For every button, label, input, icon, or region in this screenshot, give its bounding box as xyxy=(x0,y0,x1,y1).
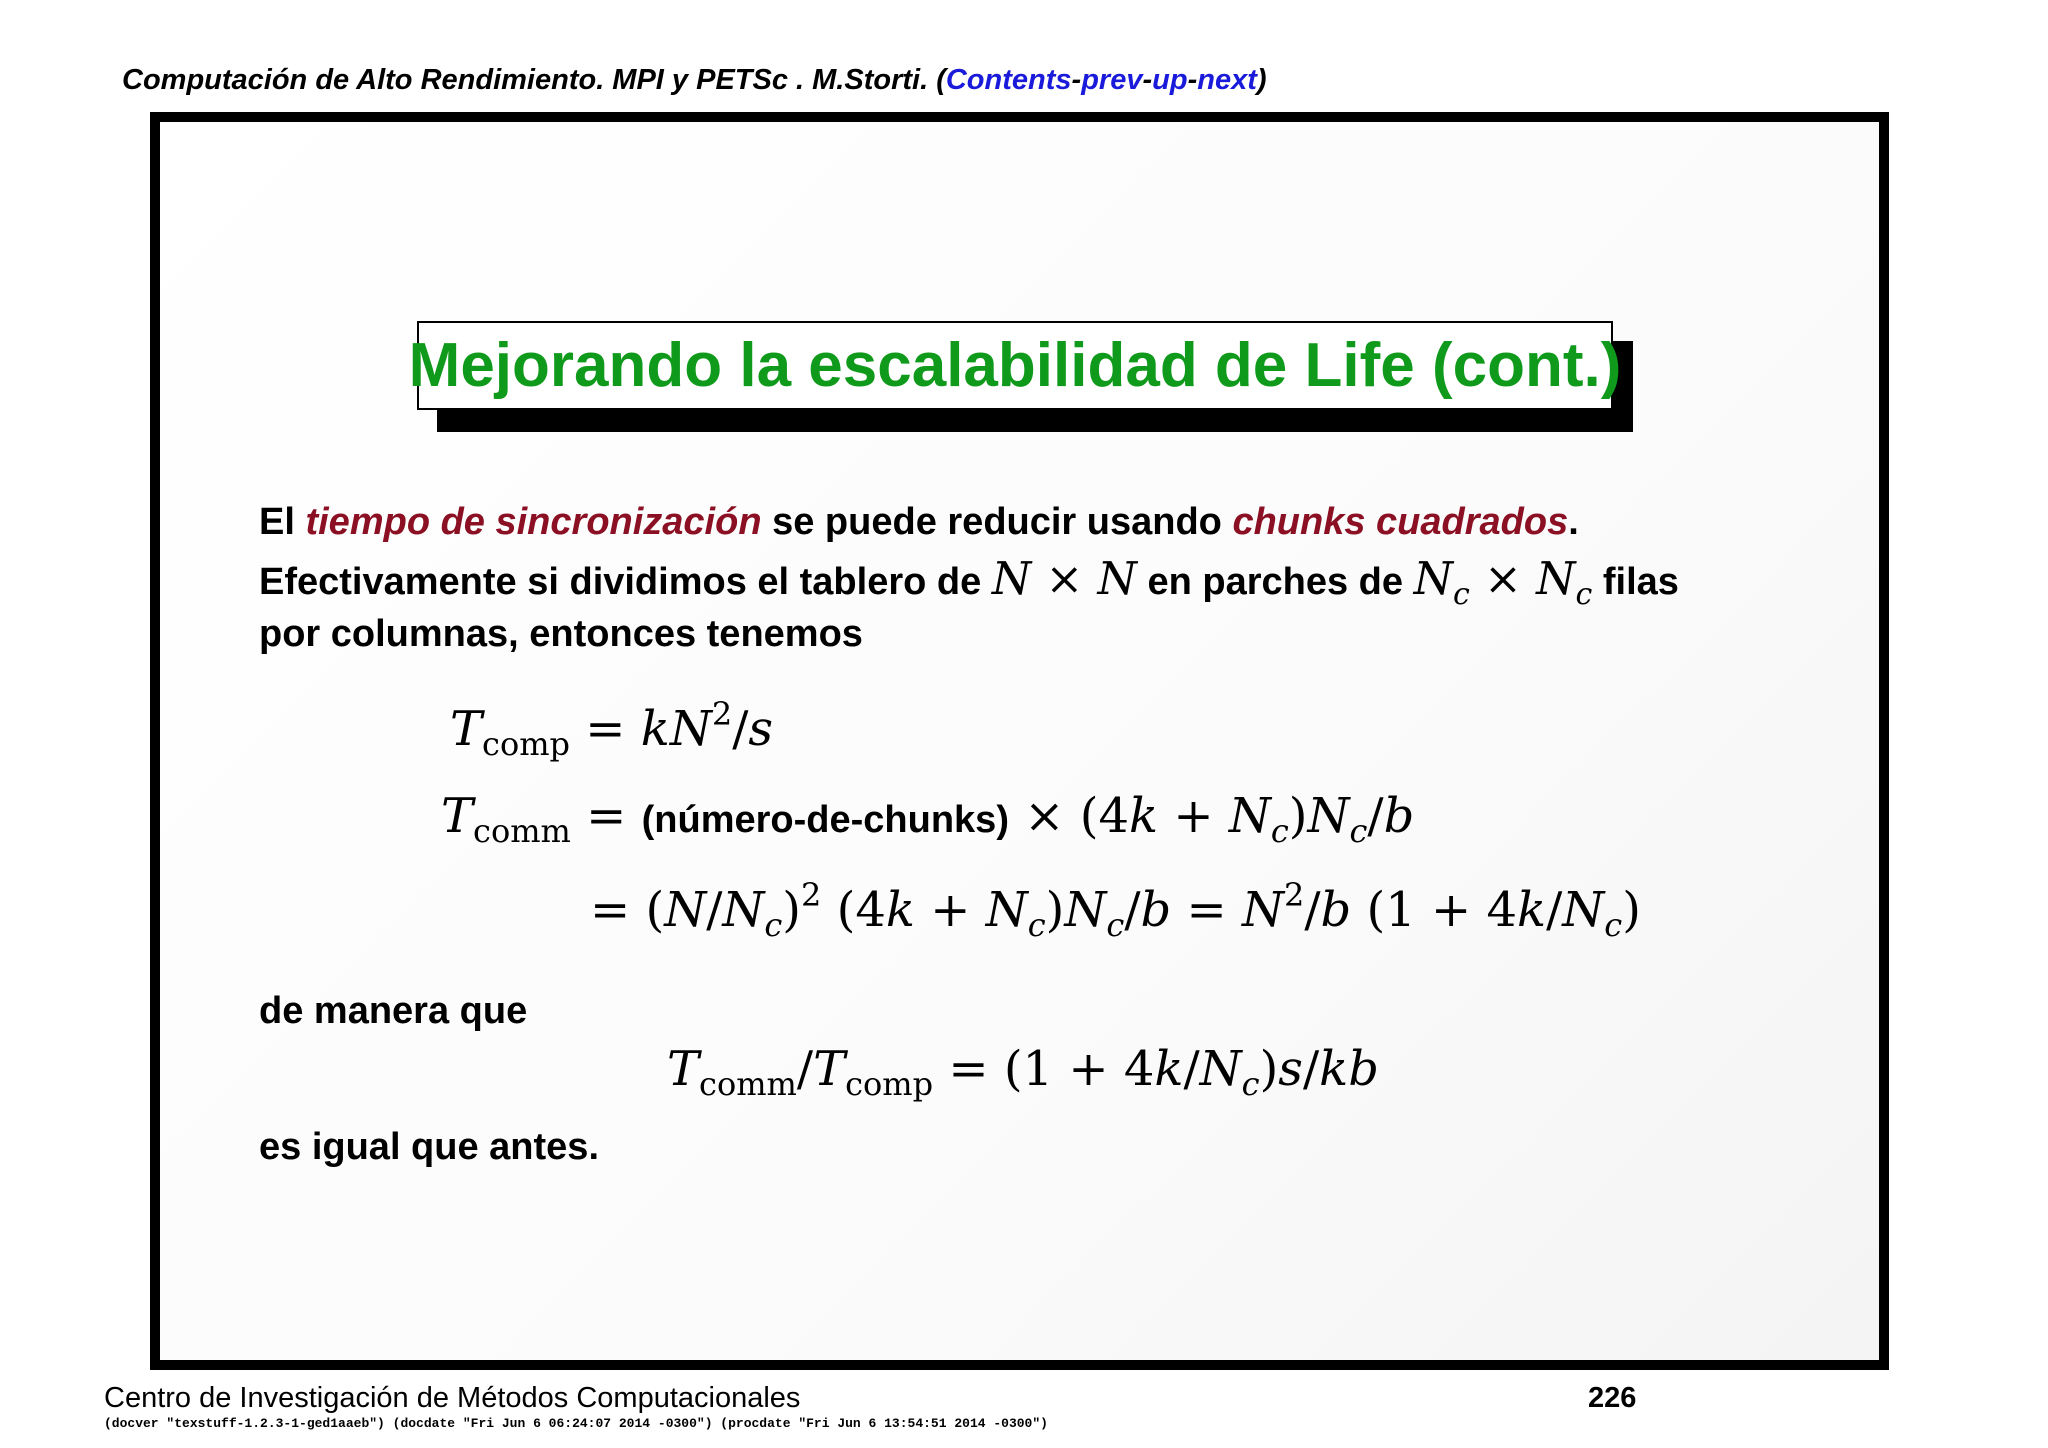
chunks-label: (número-de-chunks) xyxy=(641,799,1009,841)
equation-t-comm: $T_{comm}$ = (número-de-chunks) × $(4k + N_c)N_c/b$ xyxy=(441,788,1415,850)
contents-link[interactable]: Contents xyxy=(945,64,1072,96)
equation-ratio: $T_{comm}/T_{comp} = (1 + 4k/N_c)s/kb$ xyxy=(667,1041,1379,1103)
header-sep: - xyxy=(1187,64,1198,96)
text: . xyxy=(1568,501,1579,543)
page-number: 226 xyxy=(1588,1382,1637,1414)
text: en parches de xyxy=(1136,561,1414,603)
next-link[interactable]: next xyxy=(1197,64,1257,96)
slide-frame xyxy=(150,112,1889,1370)
text-es-igual: es igual que antes. xyxy=(259,1126,599,1168)
header-sep: - xyxy=(1142,64,1153,96)
paragraph-line-1 xyxy=(259,503,1579,541)
footer-doc-meta: (docver "texstuff-1.2.3-1-ged1aaeb") (docdate "Fri Jun 6 06:24:07 2014 -0300") (procdate "Fri Jun 6 13:54:51 2014 -0300") xyxy=(104,1416,1048,1431)
math-n-times-n: N × N xyxy=(991,552,1137,605)
equation-t-comm-expanded: = $(N/N_c)^2$ $(4k + N_c)N_c/b = N^2/b$ $(1 + 4k/N_c)$ xyxy=(590,876,1641,944)
slide-title: Mejorando la escalabilidad de Life (cont.) xyxy=(408,331,1622,400)
slide-title-box xyxy=(408,321,1622,410)
text: Efectivamente si dividimos el tablero de xyxy=(259,561,992,603)
text-de-manera-que: de manera que xyxy=(259,990,528,1032)
equation-t-comp: $T_{comp} = kN^2/s$ xyxy=(450,695,774,763)
subscript-comp: comp xyxy=(845,1065,934,1103)
text: se puede reducir usando xyxy=(761,501,1233,543)
header-sep: - xyxy=(1071,64,1082,96)
subscript-comp: comp xyxy=(482,725,571,763)
emphasis-square-chunks: chunks cuadrados xyxy=(1232,501,1569,543)
paragraph-line-3: por columnas, entonces tenemos xyxy=(259,613,863,655)
prev-link[interactable]: prev xyxy=(1081,64,1143,96)
subscript-comm: comm xyxy=(473,812,571,850)
subscript-comm: comm xyxy=(699,1065,797,1103)
emphasis-sync-time: tiempo de sincronización xyxy=(305,501,762,543)
header-text: Computación de Alto Rendimiento. MPI y PETSc . M.Storti. ( xyxy=(122,64,946,96)
text: El xyxy=(259,501,306,543)
math-nc-times-nc: $N_c \times N_c$ xyxy=(1413,552,1593,612)
text: filas xyxy=(1592,561,1679,603)
up-link[interactable]: up xyxy=(1152,64,1188,96)
footer-institution: Centro de Investigación de Métodos Computacionales xyxy=(104,1382,801,1414)
running-header xyxy=(122,64,1267,97)
header-text-end: ) xyxy=(1256,64,1267,96)
paragraph-line-2 xyxy=(259,552,1679,612)
